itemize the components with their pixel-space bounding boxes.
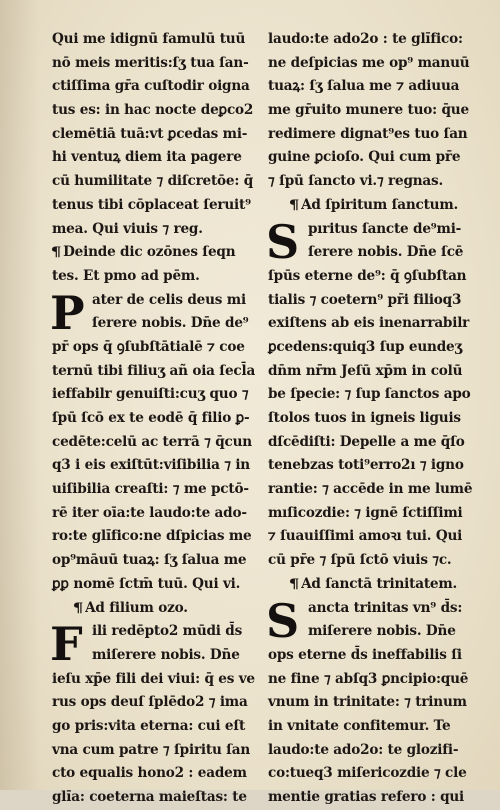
text-line: laudo:te ado2o : te glı̄fico: xyxy=(268,31,463,47)
text-line: op⁹māuū tuaꝝ: ſʒ ſalua me xyxy=(52,552,247,569)
text-line: dſcēdiſti: Depelle a me q̄ſo xyxy=(268,433,465,450)
text-line: ne deſpicias me op⁹ manuū xyxy=(268,54,470,71)
text-line: Qui me idignū famulū tuū xyxy=(52,31,246,47)
pilcrow-icon: ¶ xyxy=(72,600,84,616)
text-line: cū pr̄e ⁊ ſpū ſctō viuis ⁊c. xyxy=(268,552,452,569)
text-line: dn̄m nr̄m Jeſū xp̄m in colū xyxy=(268,362,463,379)
text-line: cedēte:celū ac terrā ⁊ q̄cun xyxy=(52,433,252,450)
left-column xyxy=(52,28,266,810)
rubric-heading xyxy=(52,597,266,621)
text-line: ſtolos tuos in igneis liguis xyxy=(268,410,461,426)
text-line: guine ꝑcioſo. Qui cum pr̄e xyxy=(268,149,461,166)
drop-cap-initial: S xyxy=(266,593,300,648)
text-line: ꝑcedens:quiq3 ſup eundeʒ xyxy=(268,338,462,355)
text-line: ⁊ ſpū ſancto vi.⁊ regnas. xyxy=(268,173,444,190)
text-line: tuaꝝ: ſʒ ſalua me ⁊ adiuua xyxy=(268,78,460,95)
text-line: tialis ⁊ coetern⁹ pr̄i filioq3 xyxy=(268,291,462,308)
text-line: exiſtens ab eis inenarrabilr xyxy=(268,315,470,332)
text-line: ternū tibi filiuʒ añ oia ſecl̄a xyxy=(52,362,256,379)
pilcrow-icon: ¶ xyxy=(288,197,300,213)
text-line: mıſicozdie: ⁊ ignē ſctiſſimi xyxy=(268,504,463,521)
text-line: ili redēpto2 mūdi d̄s xyxy=(92,623,243,640)
text-line: ieffabilr genuiſti:cuʒ quo ⁊ xyxy=(52,386,249,403)
text-line: tus es: in hac nocte deꝑco2 xyxy=(52,102,254,119)
text-line: ro:te glı̄fico:ne dſpicias me xyxy=(52,528,252,545)
drop-cap-block xyxy=(266,593,482,648)
text-line: ⁊ ſuauiſſimi amoꝛı tui. Qui xyxy=(268,528,463,545)
text-line: glı̄a: coeterna maieſtas: te xyxy=(52,789,247,805)
text-line: miſerere nobis. Dn̄e xyxy=(308,623,456,640)
text-line: go pris:vita eterna: cui eſt xyxy=(52,717,246,734)
text-line: q3 i eis exiſtūt:viſibilia ⁊ in xyxy=(52,457,250,474)
rubric-heading xyxy=(268,573,482,597)
text-line: vna cum patre ⁊ ſpiritu ſan xyxy=(52,741,251,758)
text-line: redimere dignat⁹es tuo ſan xyxy=(268,125,468,142)
text-line: cū humilitate ⁊ diſcretōe: q̄ xyxy=(52,173,254,190)
heading-text: Ad ſpiritum ſanctum. xyxy=(301,196,459,213)
text-line: rē iter oīa:te laudo:te ado- xyxy=(52,504,247,521)
text-line: laudo:te ado2o: te glozifi- xyxy=(268,741,459,758)
heading-text: Ad filium ozo. xyxy=(85,599,188,616)
rubric-heading xyxy=(52,241,266,265)
text-line: ne fine ⁊ abſq3 ꝑncipio:quē xyxy=(268,670,469,687)
text-line: rantie: ⁊ accēde in me lumē xyxy=(268,481,473,498)
text-line: ctiſſima gr̄a cuſtodir oigna xyxy=(52,78,250,95)
text-line: ater de celis deus mi xyxy=(92,291,246,308)
drop-cap-block xyxy=(266,214,482,269)
drop-cap-block xyxy=(50,617,266,672)
text-line: co:tueq3 miſericozdie ⁊ cle xyxy=(268,765,467,782)
text-line: ſpūs eterne de⁹: q̄ ꝯſubſtan xyxy=(268,267,467,284)
text-line: ops eterne d̄s ineffabilis ſi xyxy=(268,646,462,663)
text-line: vnum in trinitate: ⁊ trinum xyxy=(268,694,467,711)
heading-text: Ad ſanctā trinitatem. xyxy=(301,575,458,592)
text-line: tenus tibi cōplaceat ſeruit⁹ xyxy=(52,196,251,213)
text-line: uiſibilia creaſti: ⁊ me pctō- xyxy=(52,481,249,498)
text-line: ieſu xp̄e fili dei viui: q̄ es ve xyxy=(52,670,255,687)
pilcrow-icon: ¶ xyxy=(50,245,62,261)
text-line: cto equalis hono2 : eadem xyxy=(52,765,247,782)
text-line: miſerere nobis. Dn̄e xyxy=(92,646,240,663)
text-line: pr̄ ops q̄ ꝯſubſtātialē ⁊ coe xyxy=(52,338,245,355)
text-line: ſpū ſcō ex te eodē q̄ filio ꝑ- xyxy=(52,410,250,426)
text-line: ſerere nobis. Dn̄e de⁹ xyxy=(92,315,249,332)
gutter-shadow xyxy=(0,0,40,790)
text-line: clemētiā tuā:vt ꝑcedas mi- xyxy=(52,125,248,142)
rubric-heading xyxy=(268,194,482,218)
text-line: mentie gratias refero : qui xyxy=(268,789,465,805)
drop-cap-initial: S xyxy=(266,214,300,269)
drop-cap-block xyxy=(50,285,266,340)
text-line: hi ventuꝝ diem ita pagere xyxy=(52,149,242,166)
right-column xyxy=(268,28,482,810)
text-line: ancta trinitas vn⁹ d̄s: xyxy=(308,599,463,616)
pilcrow-icon: ¶ xyxy=(288,576,300,592)
heading-text: Deinde dic ozōnes ſeqn xyxy=(63,244,236,261)
text-line: ſerere nobis. Dn̄e ſcē xyxy=(308,244,464,261)
text-line: me gr̄uito munere tuo: q̄ue xyxy=(268,102,469,119)
text-line: tes. Et pmo ad pēm. xyxy=(52,267,200,284)
text-line: ꝑꝑ nomē ſctm̄ tuū. Qui vi. xyxy=(52,575,241,592)
drop-cap-initial: F xyxy=(50,617,83,672)
text-line: nō meis meritis:ſʒ tua ſan- xyxy=(52,54,249,71)
text-line: pıritus ſancte de⁹mi- xyxy=(308,220,462,237)
text-line: mea. Qui viuis ⁊ reg. xyxy=(52,220,203,237)
text-line: be ſpecie: ⁊ ſup ſanctos apo xyxy=(268,386,471,403)
text-line: tenebzas toti⁹erro2ı ⁊ igno xyxy=(268,457,464,474)
drop-cap-initial: P xyxy=(50,285,85,340)
text-line: rus ops deuſ ſplēdo2 ⁊ ima xyxy=(52,694,248,711)
text-line: in vnitate confitemur. Te xyxy=(268,717,451,734)
